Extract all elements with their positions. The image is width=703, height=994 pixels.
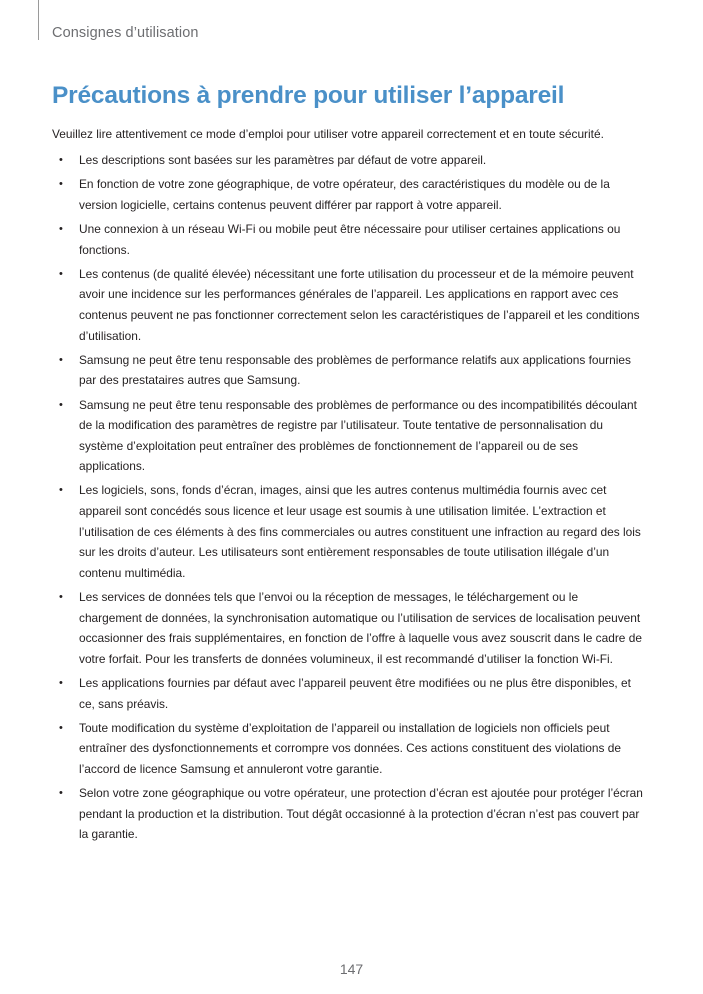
list-item-text: Selon votre zone géographique ou votre opérateur, une protection d’écran est ajoutée pour protéger l’écran pendant la production et la distribution. Tout dégât occasionné à la protection d’écran n’est pas couvert par la garantie.: [79, 786, 643, 842]
bullet-dot-icon: •: [59, 178, 63, 191]
bullet-dot-icon: •: [59, 398, 63, 411]
page-number: 147: [339, 961, 364, 977]
bullet-dot-icon: •: [59, 721, 63, 734]
list-item-text: Samsung ne peut être tenu responsable des problèmes de performance relatifs aux applications fournies par des prestataires autres que Samsung.: [79, 352, 631, 388]
list-item: [52, 174, 644, 215]
list-item-text: Les logiciels, sons, fonds d’écran, images, ainsi que les autres contenus multimédia fournis avec cet appareil sont concédés sous licence et leur usage est soumis à une utilisation limitée. L’extraction et l’utilisation de ces éléments à des fins commerciales ou autres constituent une infraction au regard des lois sur les droits d’auteur. Les utilisateurs sont entièrement responsables de toute utilisation illégale d’un contenu multimédia.: [79, 483, 641, 580]
list-item-text: Les descriptions sont basées sur les paramètres par défaut de votre appareil.: [79, 153, 487, 167]
list-item: [52, 395, 644, 477]
bullet-dot-icon: •: [59, 787, 63, 800]
list-item: [52, 150, 644, 171]
precautions-list: [52, 150, 652, 849]
list-item: [52, 783, 644, 845]
list-item: [52, 350, 644, 391]
bullet-dot-icon: •: [59, 222, 63, 235]
bullet-dot-icon: •: [59, 154, 63, 166]
list-item-text: Samsung ne peut être tenu responsable des problèmes de performance ou des incompatibilités découlant de la modification des paramètres de registre par l’utilisateur. Toute tentative de personnalisation du système d’exploitation peut entraîner des problèmes de fonctionnement de l’appareil ou de ses applications.: [79, 397, 637, 474]
list-item: [52, 718, 644, 780]
list-item: [52, 673, 644, 714]
intro-paragraph: Veuillez lire attentivement ce mode d’emploi pour utiliser votre appareil correctement et en toute sécurité.: [52, 127, 604, 141]
header-corner-rule: [38, 0, 39, 40]
list-item-text: Une connexion à un réseau Wi-Fi ou mobile peut être nécessaire pour utiliser certaines applications ou fonctions.: [79, 221, 621, 257]
list-item-text: En fonction de votre zone géographique, de votre opérateur, des caractéristiques du modèle ou de la version logicielle, certains contenus peuvent différer par rapport à votre appareil.: [79, 177, 610, 212]
bullet-dot-icon: •: [59, 353, 63, 366]
bullet-dot-icon: •: [59, 591, 63, 604]
list-item-text: Les applications fournies par défaut avec l’appareil peuvent être modifiées ou ne plus être disponibles, et ce, sans préavis.: [79, 676, 631, 711]
page-title: Précautions à prendre pour utiliser l’appareil: [52, 82, 565, 109]
list-item: [52, 264, 644, 346]
list-item: [52, 219, 644, 260]
section-header: Consignes d’utilisation: [52, 25, 199, 41]
bullet-dot-icon: •: [59, 484, 63, 497]
list-item: [52, 587, 644, 669]
list-item-text: Les services de données tels que l’envoi ou la réception de messages, le téléchargement ou le chargement de données, la synchronisation automatique ou l’utilisation de services de localisation peuvent occasionner des frais supplémentaires, en fonction de l’offre à laquelle vous avez souscrit dans le cadre de votre forfait. Pour les transferts de données volumineux, il est recommandé d’utiliser la fonction Wi-Fi.: [79, 590, 642, 666]
bullet-dot-icon: •: [59, 677, 63, 689]
list-item-text: Les contenus (de qualité élevée) nécessitant une forte utilisation du processeur et de la mémoire peuvent avoir une incidence sur les performances générales de l’appareil. Les applications en rapport avec ces contenus peuvent ne pas fonctionner correctement selon les caractéristiques de l’appareil et les conditions d’utilisation.: [79, 266, 640, 343]
bullet-dot-icon: •: [59, 267, 63, 280]
list-item: [52, 480, 644, 583]
list-item-text: Toute modification du système d’exploitation de l’appareil ou installation de logiciels non officiels peut entraîner des dysfonctionnements et corrompre vos données. Ces actions constituent des violations de l’accord de licence Samsung et annuleront votre garantie.: [79, 720, 621, 776]
